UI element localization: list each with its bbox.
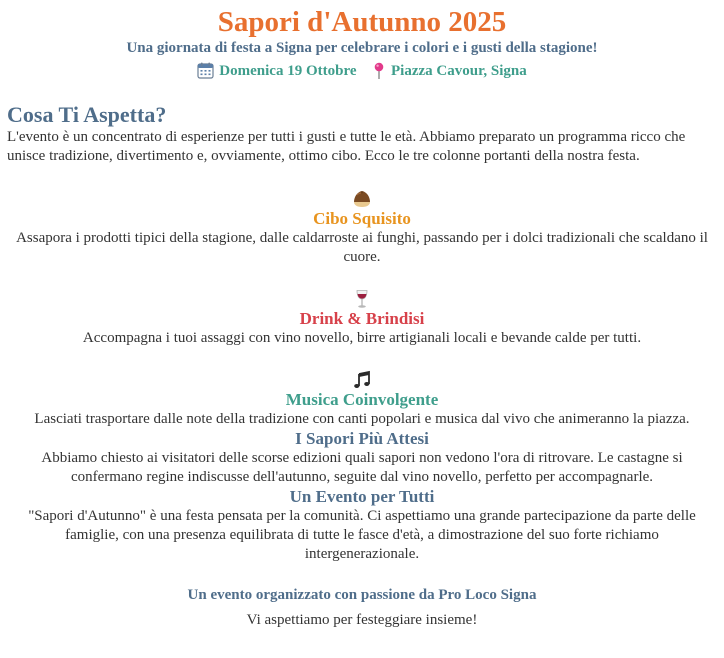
closing-line: Vi aspettiamo per festeggiare insieme!: [246, 611, 478, 628]
event-header: [7, 0, 717, 81]
what-to-expect-text: L'evento è un concentrato di esperienze per tutti i gusti e tutte le età. Abbiamo preparato un programma ricco che unisce tradizione, divertimento e, ovviamente, ottimo cibo. Ecco le tre colonne portanti della nostra festa.: [7, 128, 686, 164]
feature-food-title: Cibo Squisito: [313, 208, 411, 228]
for-everyone-text: "Sapori d'Autunno" è una festa pensata per la comunità. Ci aspettiamo una grande partecipazione da parte delle famiglie, con una presenza equilibrata di tutte le fasce d'età, a dimostrazione del suo forte richiamo intergenerazionale.: [28, 507, 696, 562]
feature-drink-description: Accompagna i tuoi assaggi con vino novello, birre artigianali locali e bevande calde per tutti.: [82, 329, 642, 346]
feature-music: [7, 370, 717, 429]
most-awaited-section: [7, 429, 717, 487]
feature-music-description: Lasciati trasportare dalle note della tradizione con canti popolari e musica dal vivo che animeranno la piazza.: [34, 410, 690, 427]
feature-food: [7, 189, 717, 267]
what-to-expect-heading: Cosa Ti Aspetta?: [7, 101, 167, 127]
wine-glass-icon: [352, 289, 372, 309]
organizer-line: Un evento organizzato con passione da Pro Loco Signa: [187, 586, 537, 603]
event-subtitle: Una giornata di festa a Signa per celebrare i colori e i gusti della stagione!: [126, 40, 598, 56]
feature-drink: [7, 289, 717, 348]
event-title: Sapori d'Autunno 2025: [217, 6, 507, 38]
feature-food-description: Assapora i prodotti tipici della stagione, dalle caldarroste ai funghi, passando per i dolci tradizionali che scaldano il cuore.: [16, 229, 708, 265]
features-list: [7, 189, 717, 429]
most-awaited-text: Abbiamo chiesto ai visitatori delle scorse edizioni quali sapori non vedono l'ora di ritrovare. Le castagne si confermano regine indiscusse dell'autunno, seguite dal vino novello, perfetto per accompagnarle.: [41, 449, 683, 485]
page-footer: [7, 586, 717, 630]
for-everyone-title: Un Evento per Tutti: [289, 486, 435, 506]
calendar-icon: [197, 62, 214, 79]
event-location: [372, 61, 527, 81]
event-meta: [7, 60, 717, 81]
most-awaited-title: I Sapori Più Attesi: [295, 428, 429, 448]
pin-icon: [372, 62, 386, 80]
chestnut-icon: [352, 189, 372, 209]
event-date: [197, 61, 356, 81]
music-note-icon: [352, 370, 372, 390]
feature-drink-title: Drink & Brindisi: [299, 308, 425, 328]
for-everyone-section: [7, 487, 717, 564]
event-location-text: Piazza Cavour, Signa: [391, 62, 527, 79]
feature-music-title: Musica Coinvolgente: [285, 389, 439, 409]
event-date-text: Domenica 19 Ottobre: [219, 62, 357, 79]
